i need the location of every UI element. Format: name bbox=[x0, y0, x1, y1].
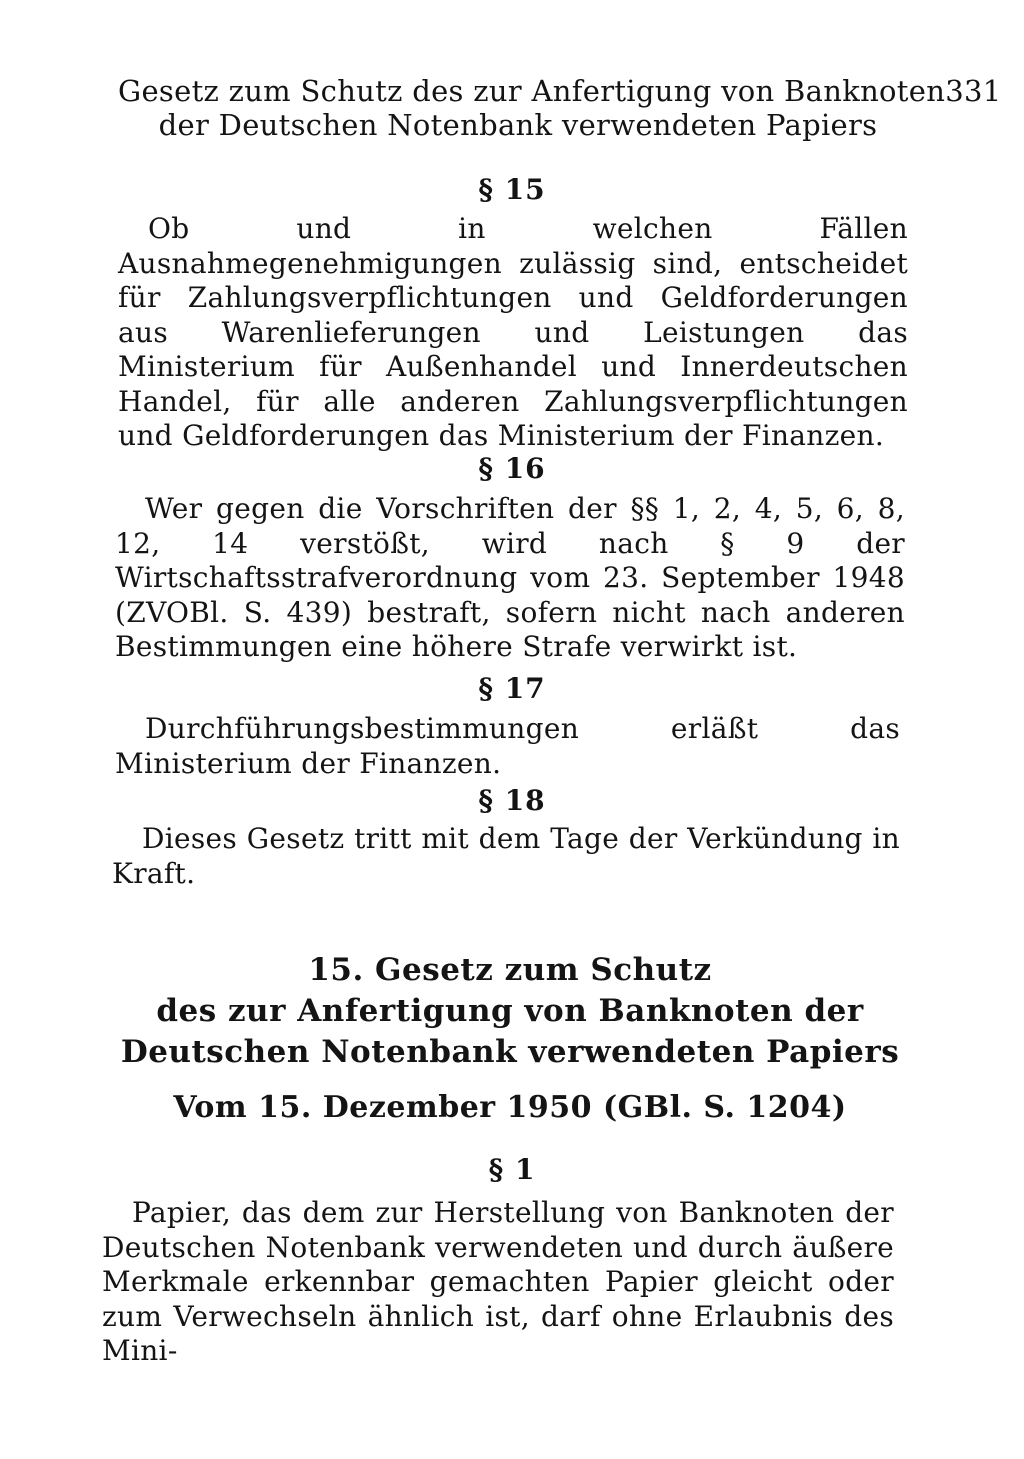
running-header-line-1 bbox=[118, 74, 1002, 108]
law-title-line-3: Deutschen Notenbank verwendeten Papiers bbox=[120, 1034, 900, 1070]
section-heading-15: § 15 bbox=[478, 173, 546, 206]
law-title-line-2: des zur Anfertigung von Banknoten der bbox=[156, 993, 864, 1029]
section-paragraph: Papier, das dem zur Herstellung von Banknoten der Deutschen Notenbank verwendeten und durch äußere Merkmale erkennbar gemachten Papier gleicht oder zum Verwechseln ähnlich ist, darf ohne Erlaubnis des Mini- bbox=[102, 1196, 894, 1367]
law-title-line-1: 15. Gesetz zum Schutz bbox=[308, 952, 712, 988]
law-title bbox=[100, 950, 920, 1073]
section-text-16 bbox=[115, 492, 905, 665]
section-paragraph: Ob und in welchen Fällen Ausnahmegenehmigungen zulässig sind, entscheidet für Zahlungsverpflichtungen und Geldforderungen aus Warenlieferungen und Leistungen das Ministerium für Außenhandel und Innerdeutschen Handel, für alle anderen Zahlungsverpflichtungen und Geldforderungen das Ministerium der Finanzen. bbox=[118, 212, 908, 452]
page-number: 331 bbox=[945, 74, 1002, 108]
section-heading-18: § 18 bbox=[478, 784, 546, 817]
section-paragraph: Wer gegen die Vorschriften der §§ 1, 2, 4, 5, 6, 8, 12, 14 verstößt, wird nach § 9 der Wirtschaftsstrafverordnung vom 23. September 1948 (ZVOBl. S. 439) bestraft, sofern nicht nach anderen Bestimmungen eine höhere Strafe verwirkt ist. bbox=[115, 492, 905, 663]
running-title-line-2: der Deutschen Notenbank verwendeten Papiers bbox=[158, 108, 878, 142]
law-date: Vom 15. Dezember 1950 (GBl. S. 1204) bbox=[173, 1090, 847, 1125]
section-text-1 bbox=[102, 1196, 894, 1369]
section-heading-17: § 17 bbox=[478, 672, 546, 705]
section-heading-1: § 1 bbox=[488, 1153, 536, 1186]
section-text-17 bbox=[115, 712, 900, 781]
running-title-line-1: Gesetz zum Schutz des zur Anfertigung von Banknoten bbox=[118, 74, 946, 108]
section-text-18 bbox=[112, 822, 900, 891]
section-paragraph: Durchführungsbestimmungen erläßt das Ministerium der Finanzen. bbox=[115, 712, 900, 780]
section-paragraph: Dieses Gesetz tritt mit dem Tage der Verkündung in Kraft. bbox=[112, 822, 900, 890]
section-heading-16: § 16 bbox=[478, 452, 546, 485]
running-header bbox=[118, 74, 1002, 142]
section-text-15 bbox=[118, 212, 908, 454]
